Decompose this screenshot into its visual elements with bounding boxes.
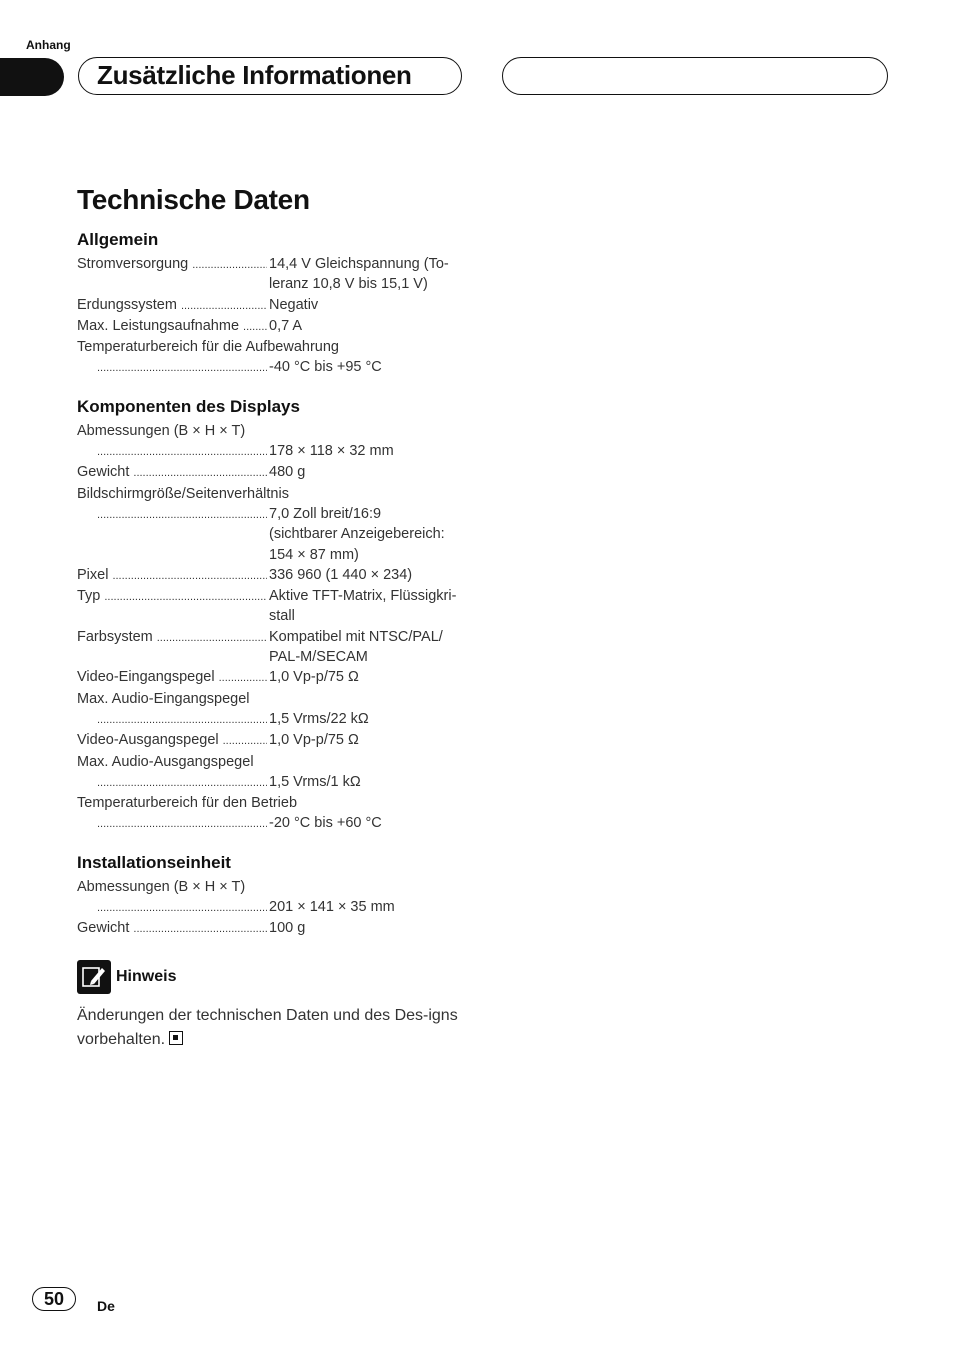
- spec-row: [77, 254, 467, 295]
- spec-value: PAL-M/SECAM: [269, 649, 368, 666]
- spec-label: Abmessungen (B × H × T): [77, 878, 246, 895]
- spec-value: -20 °C bis +60 °C: [269, 815, 382, 832]
- spec-row: [77, 667, 467, 688]
- spec-value: Kompatibel mit NTSC/PAL/: [269, 628, 443, 645]
- spec-row: [77, 897, 467, 918]
- spec-label: Max. Audio-Ausgangspegel: [77, 753, 254, 770]
- empty-header-box: [502, 57, 888, 95]
- section-heading-allgemein: Allgemein: [77, 230, 159, 249]
- spec-label: Video-Ausgangspegel: [77, 732, 219, 749]
- spec-value: stall: [269, 608, 295, 625]
- spec-label: Gewicht: [77, 920, 130, 937]
- spec-label: Max. Audio-Eingangspegel: [77, 690, 250, 707]
- spec-row: [77, 295, 467, 316]
- note-pencil-icon: [77, 960, 111, 994]
- spec-label: Pixel: [77, 566, 109, 583]
- spec-value: 1,0 Vp-p/75 Ω: [269, 732, 359, 749]
- note-header: [77, 960, 467, 994]
- spec-label: Video-Eingangspegel: [77, 669, 215, 686]
- spec-label: Typ: [77, 588, 101, 605]
- spec-value: leranz 10,8 V bis 15,1 V): [269, 276, 428, 293]
- spec-row: [77, 357, 467, 378]
- spec-value: -40 °C bis +95 °C: [269, 359, 382, 376]
- chapter-title: Zusätzliche Informationen: [97, 60, 412, 90]
- spec-value: 336 960 (1 440 × 234): [269, 566, 413, 583]
- note-title: Hinweis: [116, 967, 177, 985]
- language-code: De: [97, 1298, 115, 1314]
- spec-value: 0,7 A: [269, 317, 303, 334]
- spec-label: Erdungssystem: [77, 296, 177, 313]
- spec-row: [77, 730, 467, 751]
- spec-row: [77, 772, 467, 793]
- spec-content: [77, 228, 467, 1052]
- spec-value: 1,5 Vrms/1 kΩ: [269, 773, 361, 790]
- spec-value: Aktive TFT-Matrix, Flüssigkri-: [269, 588, 457, 605]
- section-label: Anhang: [26, 38, 71, 52]
- spec-value: 100 g: [269, 920, 306, 937]
- page-number: 50: [32, 1287, 76, 1311]
- page-title: Technische Daten: [77, 184, 310, 215]
- spec-value: Negativ: [269, 296, 319, 313]
- spec-value: 154 × 87 mm): [269, 546, 359, 563]
- spec-label: Temperaturbereich für den Betrieb: [77, 795, 298, 812]
- spec-row: [77, 918, 467, 939]
- spec-value: 480 g: [269, 464, 306, 481]
- note-text: Änderungen der technischen Daten und des Des-igns vorbehalten.: [77, 1006, 458, 1048]
- spec-label: Temperaturbereich für die Aufbewahrung: [77, 339, 339, 356]
- spec-label: Stromversorgung: [77, 256, 189, 272]
- spec-row: [77, 316, 467, 337]
- spec-value: 201 × 141 × 35 mm: [269, 899, 395, 916]
- spec-label: Max. Leistungsaufnahme: [77, 317, 240, 334]
- spec-row: [77, 709, 467, 730]
- spec-label: Abmessungen (B × H × T): [77, 422, 246, 439]
- spec-value: 7,0 Zoll breit/16:9: [269, 505, 382, 522]
- spec-row: [77, 586, 467, 627]
- section-heading-installation: Installationseinheit: [77, 852, 231, 872]
- end-mark-icon: [169, 1031, 183, 1045]
- spec-value: 1,5 Vrms/22 kΩ: [269, 710, 369, 727]
- spec-label: Bildschirmgröße/Seitenverhältnis: [77, 485, 289, 502]
- spec-value: 1,0 Vp-p/75 Ω: [269, 669, 359, 686]
- spec-row: [77, 462, 467, 483]
- spec-row: [77, 504, 467, 565]
- spec-value: 14,4 V Gleichspannung (To-: [269, 256, 449, 272]
- spec-value: 178 × 118 × 32 mm: [269, 443, 394, 460]
- chapter-tab-marker: [0, 58, 64, 96]
- note-text-block: [77, 1004, 469, 1052]
- spec-row: [77, 441, 467, 462]
- spec-row: [77, 813, 467, 834]
- spec-label: Gewicht: [77, 464, 130, 481]
- spec-label: Farbsystem: [77, 628, 153, 645]
- spec-row: [77, 565, 467, 586]
- section-heading-display: Komponenten des Displays: [77, 396, 300, 416]
- spec-value: (sichtbarer Anzeigebereich:: [269, 526, 445, 543]
- chapter-title-box: [78, 57, 462, 95]
- spec-row: [77, 627, 467, 668]
